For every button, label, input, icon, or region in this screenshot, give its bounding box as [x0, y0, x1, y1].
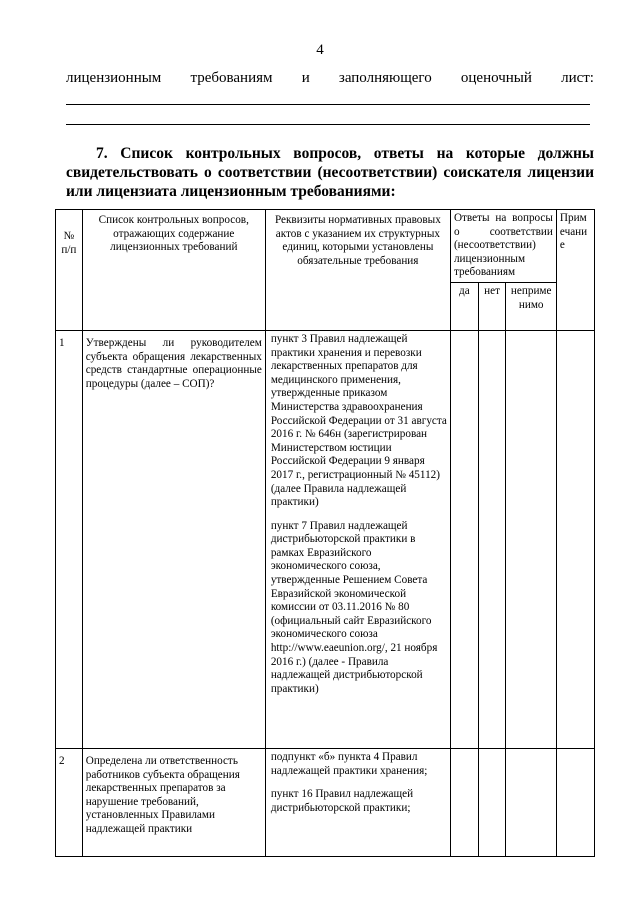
answer-no-cell — [478, 748, 506, 856]
requisite-paragraph: пункт 16 Правил надлежащей дистрибьюторской практики; — [270, 788, 414, 814]
continuation-word: требованиям — [190, 70, 273, 86]
header-na: неприменимо — [506, 282, 556, 330]
answer-na-cell — [506, 330, 556, 748]
header-requisites: Реквизиты нормативных правовых актов с указанием их структурных единиц, которыми установлены обязательные требования — [265, 210, 450, 331]
header-questions: Список контрольных вопросов, отражающих содержание лицензионных требований — [82, 210, 265, 331]
header-no: нет — [478, 282, 506, 330]
fill-line — [66, 104, 590, 105]
answer-yes-cell — [450, 748, 478, 856]
continuation-word: и — [301, 70, 310, 86]
fill-line — [66, 124, 590, 125]
page-number: 4 — [316, 42, 324, 58]
header-yes: да — [450, 282, 478, 330]
continuation-word: оценочный — [460, 70, 532, 86]
row-requisites — [265, 330, 450, 748]
continuation-word: лист: — [561, 70, 594, 86]
row-num: 2 — [56, 748, 83, 856]
section-title: 7. Список контрольных вопросов, ответы на которые должны свидетельствовать о соответствии (несоответствии) соискателя лицензии или лицензиата лицензионным требованиями: — [66, 145, 594, 200]
header-answers: Ответы на вопросы о соответствии (несоответствии) лицензионным требованиям — [450, 210, 556, 283]
continuation-word: лицензионным — [66, 70, 162, 86]
continuation-line — [66, 70, 594, 87]
requisite-paragraph: пункт 3 Правил надлежащей практики хранения и перевозки лекарственных препаратов для медицинского применения, утвержденные приказом Министерства здравоохранения Российской Федерации от 31 августа 2016 г. № 646н (зарегистрирован Министерством юстиции Российской Федерации 9 января 2017 г., регистрационный № 45112) (далее Правила надлежащей практики) — [270, 332, 447, 509]
row-requisites — [265, 748, 450, 856]
answer-na-cell — [506, 748, 556, 856]
requisite-paragraph: подпункт «б» пункта 4 Правил надлежащей практики хранения; — [270, 750, 428, 777]
table-row — [56, 330, 595, 748]
row-num: 1 — [56, 330, 83, 748]
answer-no-cell — [478, 330, 506, 748]
continuation-word: заполняющего — [338, 70, 432, 86]
note-cell — [556, 748, 594, 856]
header-notes: Примечание — [556, 210, 594, 331]
row-question: Определена ли ответственность работников субъекта обращения лекарственных препаратов за нарушение требований, установленных Правилами надлежащей практики — [82, 748, 265, 856]
checklist-table — [55, 209, 595, 857]
row-question: Утверждены ли руководителем субъекта обращения лекарственных средств стандартные операционные процедуры (далее – СОП)? — [82, 330, 265, 748]
answer-yes-cell — [450, 330, 478, 748]
table-row — [56, 748, 595, 856]
requisite-paragraph: пункт 7 Правил надлежащей дистрибьюторской практики в рамках Евразийского экономического союза, утвержденные Решением Совета Евразийской экономической комиссии от 03.11.2016 № 80 (официальный сайт Евразийского экономического союза http://www.eaeunion.org/, 21 ноября 2016 г.) (далее - Правила надлежащей дистрибьюторской практики) — [270, 519, 438, 695]
header-num: № п/п — [56, 210, 83, 331]
note-cell — [556, 330, 594, 748]
